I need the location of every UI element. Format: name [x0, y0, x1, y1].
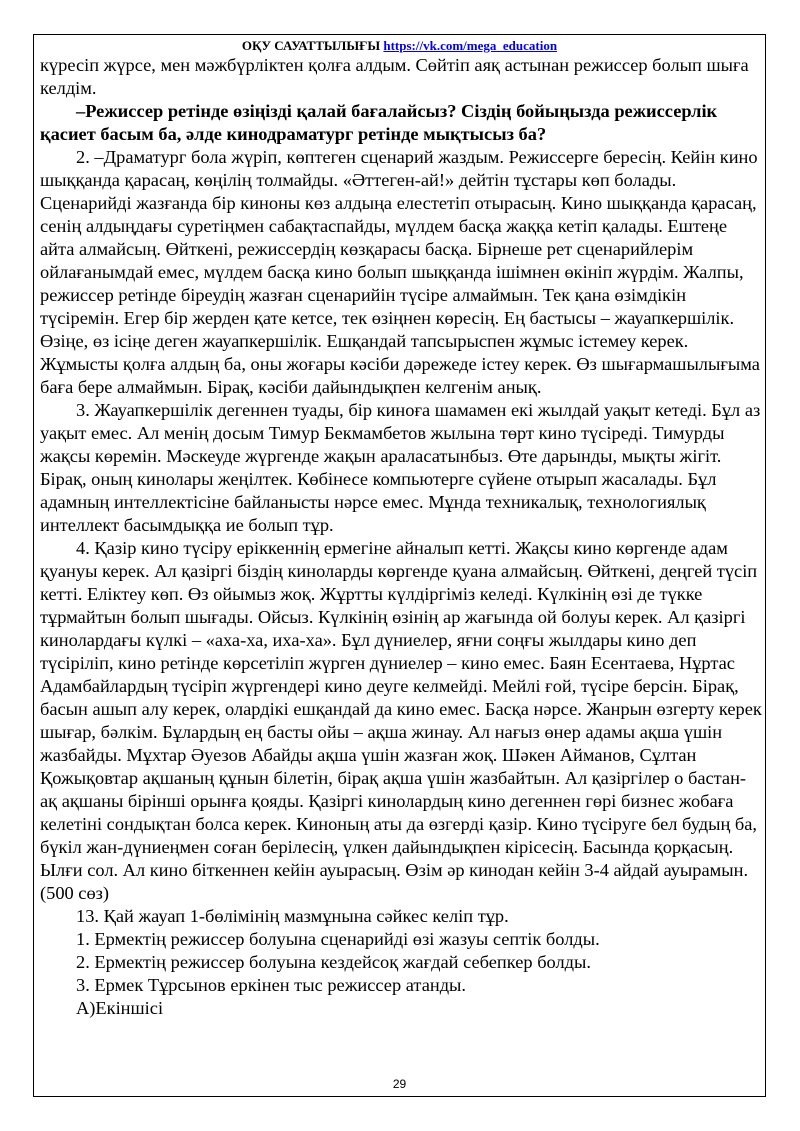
- test-question: 13. Қай жауап 1-бөлімінің мазмұнына сәйкес келіп тұр.: [76, 906, 509, 926]
- option-1: 1. Ермектің режиссер болуына сценарийді өзі жазуы септік болды.: [76, 929, 600, 949]
- answer-paragraph-2: 2. –Драматург бола жүріп, көптеген сценарий жаздым. Режиссерге бересің. Кейін кино шыққанда қарасаң, көңілің толмайды. «Әттеген-ай!» дейтін тұстары көп болады. Сценарийді жазғанда бір киноны көз алдыңа елестетіп отырасың. Кино шыққанда қарасаң, сенің алдыңдағы суретіңмен сабақтаспайды, мүлдем басқа жаққа кетіп қалады. Ештеңе айта алмайсың. Өйткені, режиссердің көзқарасы басқа. Бірнеше рет сценарийлерім ойлағанымдай емес, мүлдем басқа кино болып шыққанда ішімнен өкініп жүрдім. Жалпы, режиссер ретінде біреудің жазған сценарийін түсіре алмаймын. Тек қана өзімдікін түсіремін. Егер бір жерден қате кетсе, тек өзіңнен көресің. Ең бастысы – жауапкершілік. Өзіңе, өз ісіңе деген жауапкершілік. Ешқандай тапсырыспен жұмыс істемеу керек. Жұмысты қолға алдың ба, оны жоғары кәсіби дәрежеде істеу керек. Өз шығармашылығыма баға бере алмаймын. Бірақ, кәсіби дайындықпен келгенім анық.: [40, 147, 760, 397]
- page-header: [33, 38, 766, 54]
- interview-question: –Режиссер ретінде өзіңізді қалай бағалайсыз? Сіздің бойыңызда режиссерлік қасиет басым ба, әлде кинодраматург ретінде мықтысыз ба?: [40, 101, 718, 144]
- header-link[interactable]: https://vk.com/mega_education: [383, 38, 558, 53]
- option-2: 2. Ермектің режиссер болуына кездейсоқ жағдай себепкер болды.: [76, 952, 591, 972]
- answer-paragraph-4: 4. Қазір кино түсіру еріккеннің ермегіне айналып кетті. Жақсы кино көргенде адам қуануы керек. Ал қазіргі біздің киноларды көргенде қуана алмайсың. Өйткені, деңгей түсіп кетті. Еліктеу көп. Өз ойымыз жоқ. Жұртты күлдіргіміз келеді. Күлкінің өзі де түкке тұрмайтын болып шығады. Ойсыз. Күлкінің өзінің ар жағында ой болуы керек. Ал қазіргі кинолардағы күлкі – «аха-ха, иха-ха». Бұл дүниелер, яғни соңғы жылдары кино деп түсіріліп, кино ретінде көрсетіліп жүрген дүниелер – кино емес. Баян Есентаева, Нұртас Адамбайлардың түсіріп жүргендері кино деуге келмейді. Мейлі ғой, түсіре берсін. Бірақ, басын ашып алу керек, олардікі ешқандай да кино емес. Басқа нәрсе. Жанрын өзгерту керек шығар, бәлкім. Бұлардың ең басты ойы – ақша жинау. Ал нағыз өнер адамы ақша үшін жазбайды. Мұхтар Әуезов Абайды ақша үшін жазған жоқ. Шәкен Айманов, Сұлтан Қожықовтар ақшаның құнын білетін, бірақ ақша үшін жазбайтын. Ал қазіргілер о бастан-ақ ақшаны бірінші орынға қояды. Қазіргі кинолардың кино дегеннен гөрі бизнес жобаға келетіні сондықтан болса керек. Киноның аты да өзгерді қазір. Кино түсіруге бел будың ба, бүкіл жан-дүниеңмен соған берілесің, үлкен дайындықпен кірісесің. Басында қорқасың. Ылғи сол. Ал кино біткеннен кейін ауырасың. Өзім әр кинодан кейін 3-4 айдай ауырамын. (500 сөз): [40, 538, 762, 903]
- option-3: 3. Ермек Тұрсынов еркінен тыс режиссер атанды.: [76, 975, 467, 995]
- document-body: [40, 54, 762, 1020]
- header-title: ОҚУ САУАТТЫЛЫҒЫ: [241, 38, 381, 53]
- paragraph-continuation: күресіп жүрсе, мен мәжбүрліктен қолға алдым. Сөйтіп аяқ астынан режиссер болып шыға келдім.: [40, 55, 749, 98]
- answer-paragraph-3: 3. Жауапкершілік дегеннен туады, бір киноға шамамен екі жылдай уақыт кетеді. Бұл аз уақыт емес. Ал менің досым Тимур Бекмамбетов жылына төрт кино түсіреді. Тимурды жақсы көремін. Мәскеуде жүргенде жақын араласатынбыз. Өте дарынды, мықты жігіт. Бірақ, оның кинолары жеңілтек. Көбінесе компьютерге сүйене отырып жасалады. Бұл адамның интеллектісіне байланысты нәрсе емес. Мұнда техникалық, технологиялық интеллект басымдыққа ие болып тұр.: [40, 400, 761, 535]
- answer: А)Екіншісі: [76, 998, 164, 1018]
- page-number: 29: [392, 1077, 407, 1091]
